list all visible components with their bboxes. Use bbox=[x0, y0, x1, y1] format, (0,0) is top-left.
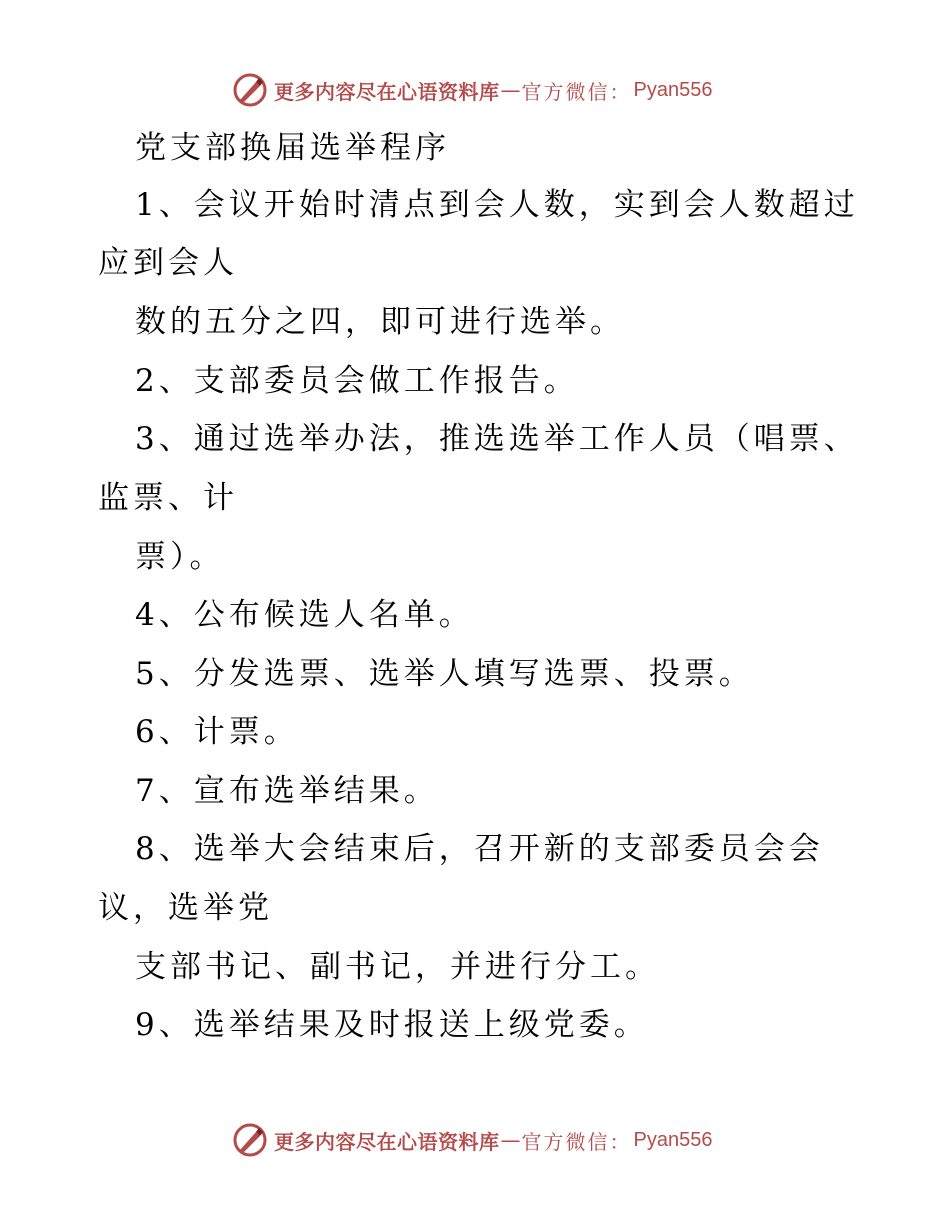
paragraph-line: 9、选举结果及时报送上级党委。 bbox=[135, 1007, 649, 1043]
document-title: 党支部换届选举程序 bbox=[135, 130, 450, 166]
paragraph-line: 6、计票。 bbox=[135, 714, 299, 750]
paragraph-line: 监票、计 bbox=[98, 480, 238, 516]
paragraph-line: 票）。 bbox=[135, 539, 225, 575]
paragraph-line: 支部书记、副书记，并进行分工。 bbox=[135, 949, 660, 985]
watermark-official-label: 官方微信： bbox=[521, 1129, 632, 1154]
pen-logo-icon bbox=[232, 72, 268, 108]
watermark-text: 更多内容尽在心语资料库 bbox=[274, 1129, 500, 1154]
paragraph-line: 议，选举党 bbox=[98, 890, 273, 926]
paragraph-line: 4、公布候选人名单。 bbox=[135, 597, 474, 633]
watermark-text: 更多内容尽在心语资料库 bbox=[274, 79, 500, 104]
watermark-separator: — bbox=[500, 78, 521, 102]
watermark-separator: — bbox=[500, 1128, 521, 1152]
watermark-wechat-id: Pyan556 bbox=[633, 78, 713, 101]
watermark-official-label: 官方微信： bbox=[521, 79, 632, 104]
header-watermark bbox=[232, 70, 712, 110]
paragraph-line: 应到会人 bbox=[98, 245, 238, 281]
watermark-wechat-id: Pyan556 bbox=[633, 1128, 713, 1151]
footer-watermark bbox=[232, 1120, 712, 1160]
paragraph-line: 2、支部委员会做工作报告。 bbox=[135, 363, 579, 399]
paragraph-line: 8、选举大会结束后，召开新的支部委员会会 bbox=[135, 831, 824, 867]
paragraph-line: 3、通过选举办法，推选选举工作人员（唱票、 bbox=[135, 421, 859, 457]
paragraph-line: 数的五分之四，即可进行选举。 bbox=[135, 304, 625, 340]
pen-logo-icon bbox=[232, 1122, 268, 1158]
paragraph-line: 1、会议开始时清点到会人数，实到会人数超过 bbox=[135, 187, 859, 223]
paragraph-line: 5、分发选票、选举人填写选票、投票。 bbox=[135, 656, 754, 692]
paragraph-line: 7、宣布选举结果。 bbox=[135, 773, 439, 809]
